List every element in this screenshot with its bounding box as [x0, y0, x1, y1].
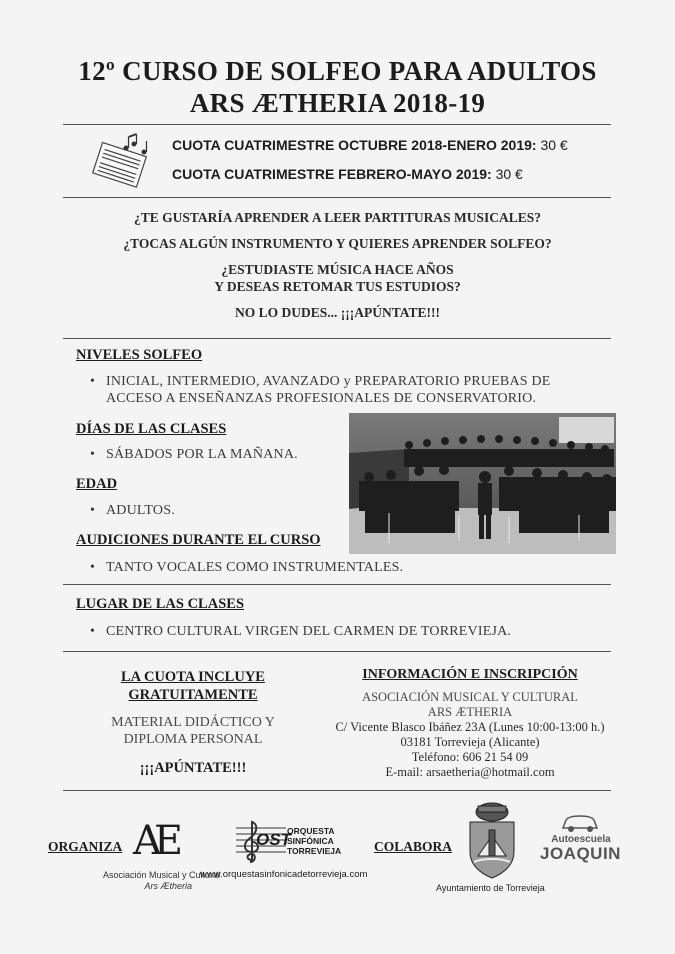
- question-1: ¿TE GUSTARÍA APRENDER A LEER PARTITURAS MUSICALES?: [133, 210, 542, 225]
- ost-name-line-1: ORQUESTA: [287, 826, 335, 836]
- torrevieja-crest-icon: [464, 800, 520, 880]
- ae-caption-line-1: Asociación Musical y Cultural: [102, 870, 220, 880]
- cuota-incluye-cta: ¡¡¡APÚNTATE!!!: [139, 760, 247, 776]
- divider: [63, 584, 611, 585]
- autoescuela-line-1: Autoescuela: [551, 834, 611, 845]
- audiciones-item: • TANTO VOCALES COMO INSTRUMENTALES.: [106, 560, 403, 576]
- cuota-incluye-title-line-1: LA CUOTA INCLUYE: [121, 669, 265, 685]
- cuota-incluye-line-2: DIPLOMA PERSONAL: [123, 732, 263, 747]
- niveles-item-line-1: • INICIAL, INTERMEDIO, AVANZADO y PREPARATORIO PRUEBAS DE: [106, 374, 551, 390]
- edad-item: • ADULTOS.: [106, 503, 175, 519]
- info-title: INFORMACIÓN E INSCRIPCIÓN: [362, 667, 578, 682]
- question-3-line-2: Y DESEAS RETOMAR TUS ESTUDIOS?: [214, 279, 461, 294]
- car-icon: [560, 812, 600, 834]
- ae-caption-line-2: Ars Ætheria: [144, 881, 192, 891]
- section-title-edad: EDAD: [76, 476, 118, 492]
- section-title-niveles: NIVELES SOLFEO: [76, 347, 203, 363]
- ost-logo-text: OST: [256, 830, 291, 849]
- info-phone: Teléfono: 606 21 54 09: [411, 750, 529, 764]
- question-3-line-1: ¿ESTUDIASTE MÚSICA HACE AÑOS: [221, 262, 454, 277]
- colabora-label: COLABORA: [374, 839, 453, 854]
- divider: [63, 338, 611, 339]
- ost-url[interactable]: www.orquestasinfonicadetorrevieja.com: [200, 869, 368, 880]
- ost-name-line-2: SINFÓNICA: [287, 836, 334, 846]
- ayuntamiento-caption: Ayuntamiento de Torrevieja: [436, 883, 545, 893]
- ost-name: [287, 826, 341, 856]
- fee-label: CUOTA CUATRIMESTRE OCTUBRE 2018-ENERO 2019:: [172, 137, 537, 153]
- divider: [63, 790, 611, 791]
- info-address: C/ Vicente Blasco Ibáñez 23A (Lunes 10:00-13:00 h.): [335, 720, 605, 734]
- title-line-2: ARS ÆTHERIA 2018-19: [189, 88, 486, 118]
- organiza-label: ORGANIZA: [48, 839, 123, 854]
- fee-price: 30 €: [495, 166, 523, 182]
- cuota-incluye-title-line-2: GRATUITAMENTE: [128, 687, 258, 703]
- info-org-line-1: ASOCIACIÓN MUSICAL Y CULTURAL: [362, 690, 578, 704]
- lugar-item: • CENTRO CULTURAL VIRGEN DEL CARMEN DE TORREVIEJA.: [106, 624, 511, 640]
- title-line-1: 12º CURSO DE SOLFEO PARA ADULTOS: [78, 56, 597, 86]
- dias-item: • SÁBADOS POR LA MAÑANA.: [106, 447, 298, 463]
- section-title-audiciones: AUDICIONES DURANTE EL CURSO: [76, 532, 321, 548]
- info-org-line-2: ARS ÆTHERIA: [427, 705, 513, 719]
- divider: [63, 197, 611, 198]
- call-to-action: NO LO DUDES... ¡¡¡APÚNTATE!!!: [235, 305, 440, 320]
- fee-price: 30 €: [540, 137, 568, 153]
- ae-logo: [133, 818, 175, 864]
- info-city: 03181 Torrevieja (Alicante): [400, 735, 540, 749]
- sheet-music-icon: [88, 132, 158, 192]
- autoescuela-line-2: JOAQUIN: [540, 844, 621, 863]
- question-2: ¿TOCAS ALGÚN INSTRUMENTO Y QUIERES APRENDER SOLFEO?: [123, 236, 552, 251]
- ae-logo-text: AE: [133, 818, 176, 864]
- divider: [63, 124, 611, 125]
- fee-label: CUOTA CUATRIMESTRE FEBRERO-MAYO 2019:: [172, 166, 492, 182]
- ost-name-line-3: TORREVIEJA: [287, 846, 342, 856]
- orchestra-photo: [349, 413, 616, 554]
- section-title-lugar: LUGAR DE LAS CLASES: [76, 596, 245, 612]
- niveles-item-line-2: ACCESO A ENSEÑANZAS PROFESIONALES DE CONSERVATORIO.: [106, 391, 537, 406]
- fee-row-1: [172, 137, 568, 153]
- info-email[interactable]: E-mail: arsaetheria@hotmail.com: [385, 765, 555, 779]
- fee-row-2: [172, 166, 523, 182]
- cuota-incluye-line-1: MATERIAL DIDÁCTICO Y: [111, 715, 275, 730]
- divider: [63, 651, 611, 652]
- section-title-dias: DÍAS DE LAS CLASES: [76, 421, 227, 437]
